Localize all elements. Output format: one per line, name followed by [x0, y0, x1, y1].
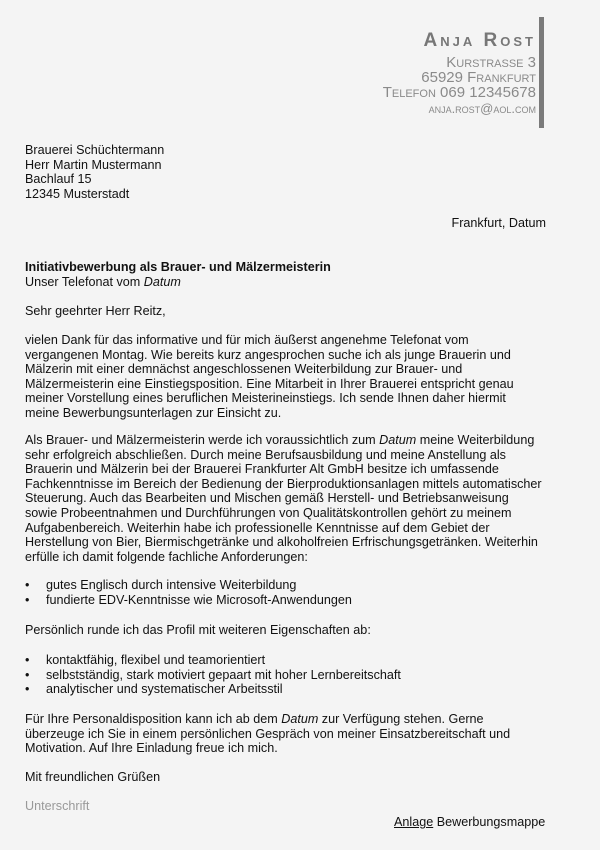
- text-line: [25, 477, 542, 492]
- text-segment: meine Bewerbungsunterlagen zur Einsicht zu.: [25, 405, 282, 420]
- salutation: Sehr geehrter Herr Reitz,: [25, 304, 166, 318]
- bullet-list-2: [25, 653, 401, 697]
- text-segment: Steuerung. Auch das Bearbeiten und Mischen gemäß Herstell- und Betriebsanweisung: [25, 491, 509, 506]
- text-segment: vergangenen Montag. Wie bereits kurz angesprochen suche ich als junge Brauerin und: [25, 347, 511, 362]
- recipient-company: Brauerei Schüchtermann: [25, 143, 165, 157]
- text-segment: Als Brauer- und Mälzermeisterin werde ich voraussichtlich zum: [25, 433, 380, 447]
- recipient-person: Herr Martin Mustermann: [25, 157, 162, 172]
- text-line: [25, 506, 542, 521]
- text-line: [25, 333, 514, 348]
- list-item: • fundierte EDV-Kenntnisse wie Microsoft-Anwendungen: [25, 593, 352, 608]
- text-line: [25, 433, 542, 448]
- text-segment: Fachkenntnisse im Bereich der Bedienung der Bierproduktionsanlagen mittels automatischer: [25, 476, 542, 491]
- text-segment: meine Weiterbildung: [416, 433, 535, 447]
- paragraph-3: Persönlich runde ich das Profil mit weiteren Eigenschaften ab:: [25, 623, 371, 637]
- text-line: [25, 550, 542, 565]
- text-segment: Motivation. Auf Ihre Einladung freue ich mich.: [25, 741, 278, 756]
- recipient-city: 12345 Musterstadt: [25, 186, 130, 201]
- recipient-address: [25, 143, 164, 201]
- sender-email: anja.rost@aol.com: [428, 101, 536, 116]
- text-line: [25, 741, 510, 756]
- attachment-text: Bewerbungsmappe: [433, 815, 546, 829]
- sender-street: Kurstrasse 3: [446, 54, 536, 71]
- text-line: [25, 521, 542, 536]
- text-segment: sehr erfolgreich abschließen. Durch meine Berufsausbildung und meine Anstellung als: [25, 447, 506, 462]
- text-line: [25, 362, 514, 377]
- text-segment: erfülle ich damit folgende fachliche Anforderungen:: [25, 549, 308, 564]
- text-segment: vielen Dank für das informative und für mich äußerst angenehme Telefonat vom: [25, 333, 469, 347]
- signature-placeholder: Unterschrift: [25, 799, 90, 813]
- text-line: [25, 462, 542, 477]
- text-line: [25, 377, 514, 392]
- text-segment: zur Verfügung stehen. Gerne: [318, 712, 484, 726]
- reference: [25, 275, 181, 290]
- sender-city: 65929 Frankfurt: [421, 69, 536, 86]
- text-line: [25, 727, 510, 742]
- attachment-label: Anlage: [394, 815, 434, 829]
- text-segment: Mälzerin mit einer demnächst angeschlossenen Weiterbildung zur Brauer- und: [25, 362, 463, 377]
- list-item: • kontaktfähig, flexibel und teamorientiert: [25, 653, 401, 668]
- text-segment: Unser Telefonat vom: [25, 275, 144, 289]
- list-item: • analytischer und systematischer Arbeitsstil: [25, 682, 401, 697]
- text-line: [25, 348, 514, 363]
- text-line: [25, 491, 542, 506]
- recipient-street: Bachlauf 15: [25, 172, 92, 187]
- text-segment: Brauerin und Mälzerin bei der Brauerei Frankfurter Alt GmbH besitze ich umfassende: [25, 462, 499, 477]
- paragraph-1: [25, 333, 514, 421]
- text-segment: überzeuge ich Sie in einem persönlichen Gespräch von meiner Einsatzbereitschaft und: [25, 726, 511, 741]
- text-segment: Herstellung von Bier, Biermischgetränke und alkoholfreien Erfrischungsgetränken. Weiterhin: [25, 535, 538, 550]
- list-item: • selbstständig, stark motiviert gepaart mit hoher Lernbereitschaft: [25, 668, 401, 683]
- paragraph-4: [25, 712, 510, 756]
- text-segment: Aufgabenbereich. Weiterhin habe ich professionelle Kenntnisse auf dem Gebiet der: [25, 520, 490, 535]
- text-line: [25, 448, 542, 463]
- text-line: [25, 391, 514, 406]
- header-divider-bar: [539, 17, 544, 128]
- sender-name: Anja Rost: [423, 30, 536, 51]
- closing: Mit freundlichen Grüßen: [25, 770, 161, 784]
- bullet-list-1: [25, 578, 352, 607]
- attachment-note: [394, 815, 545, 829]
- list-item: • gutes Englisch durch intensive Weiterbildung: [25, 578, 352, 593]
- text-segment: sowie Probeentnahmen und Durchführungen von Qualitätskontrollen gehört zu meinem: [25, 505, 512, 520]
- paragraph-2: [25, 433, 542, 564]
- text-line: [25, 535, 542, 550]
- text-segment: meiner Vorstellung eines beruflichen Meisterineinstiegs. Ich sende Ihnen daher hiermit: [25, 391, 506, 406]
- sender-phone: Telefon 069 12345678: [382, 84, 536, 101]
- text-line: [25, 712, 510, 727]
- subject: Initiativbewerbung als Brauer- und Mälzermeisterin: [25, 260, 331, 274]
- text-segment: Für Ihre Personaldisposition kann ich ab dem: [25, 712, 282, 726]
- text-segment: Mälzermeisterin eine Einstiegsposition. Eine Mitarbeit in Ihrer Brauerei entspricht genau: [25, 376, 514, 391]
- text-line: [25, 406, 514, 421]
- date-placeholder: Datum: [379, 433, 417, 447]
- text-line: [25, 275, 181, 290]
- date-placeholder: Datum: [281, 712, 319, 726]
- place-date: Frankfurt, Datum: [451, 216, 546, 230]
- date-placeholder: Datum: [143, 275, 181, 289]
